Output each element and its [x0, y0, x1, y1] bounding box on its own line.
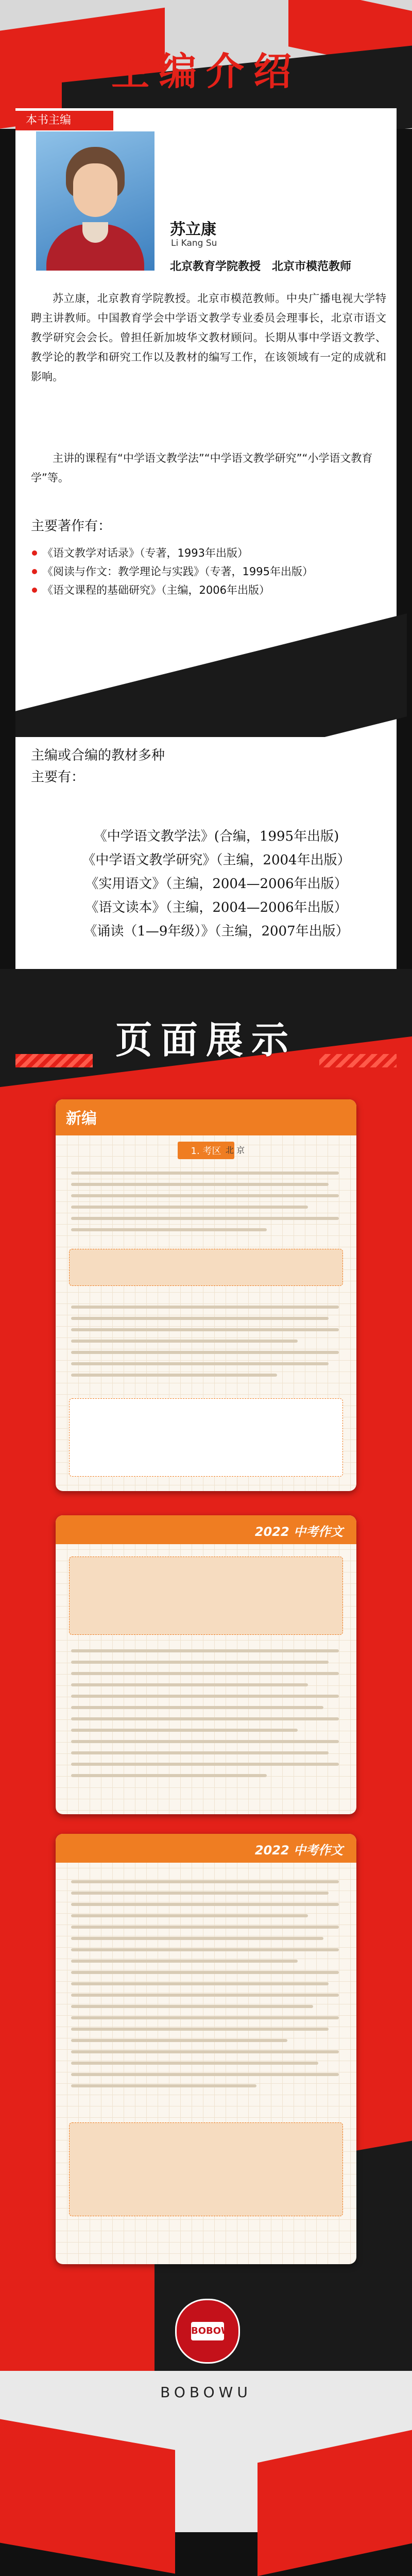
editor-photo [36, 131, 154, 271]
text-line [71, 1892, 329, 1895]
page-preview [56, 1515, 356, 1814]
text-line [71, 1960, 298, 1963]
list-item: 《语文教学对话录》（专著，1993年出版） [31, 544, 391, 562]
text-line [71, 1971, 339, 1974]
books-title: 主编或合编的教材多种 主要有： [31, 748, 165, 785]
books-list [41, 825, 391, 943]
page-header-bar [56, 1099, 356, 1135]
page-header-label: 2022 中考作文 [254, 1843, 343, 1858]
editor-title: 北京教育学院教授 北京市模范教师 [170, 260, 352, 273]
text-line [71, 1914, 308, 1917]
showcase-title: 页面展示 [115, 1018, 297, 1062]
text-line [71, 1217, 339, 1220]
text-line [71, 1948, 339, 1951]
page-exam-label: 北 京 [226, 1145, 245, 1155]
text-line [71, 1717, 339, 1720]
list-item: 《语文课程的基础研究》（主编，2006年出版） [31, 581, 391, 599]
brand-name: BOBOWU [160, 2384, 252, 2401]
text-line [71, 1374, 277, 1377]
page-title: 主编介绍 [111, 49, 301, 94]
page-header-label: 新编 [66, 1110, 97, 1128]
editor-tag: 本书主编 [15, 111, 113, 130]
list-item: 《中学语文教学法》(合编，1995年出版) [93, 829, 339, 844]
text-line [71, 2005, 313, 2008]
text-line [71, 1340, 298, 1343]
text-line [71, 1172, 339, 1175]
text-line [71, 2084, 256, 2087]
editor-bio: 苏立康，北京教育学院教授。北京市模范教师。中央广播电视大学特聘主讲教师。中国教育学会中学语文教学专业委员会理事长，北京市语文教学研究会会长。曾担任新加坡华文教材顾问。长期从事中学语文教学、教学论的教学和研究工作以及教材的编写工作，在该领域有一定的成就和影响。 [31, 292, 386, 383]
text-line [71, 1194, 339, 1197]
text-line [71, 1695, 339, 1698]
text-line [71, 2016, 339, 2019]
text-line [71, 1729, 298, 1732]
text-line [71, 1994, 339, 1997]
page-section-wrap [56, 1142, 356, 1159]
editor-name: 苏立康 [170, 221, 216, 239]
text-line [71, 1328, 339, 1331]
editor-pinyin: Li Kang Su [171, 238, 217, 248]
text-line [71, 1649, 339, 1652]
photo-face [73, 163, 117, 217]
list-item: 《实用语文》（主编，2004—2006年出版） [85, 876, 348, 892]
editor-courses: 主讲的课程有“中学语文教学法”“中学语文教学研究”“小学语文教育学”等。 [31, 452, 373, 484]
note-box [69, 1249, 343, 1286]
page-preview [56, 1834, 356, 2264]
list-item: 《阅读与作文：教学理论与实践》（专著，1995年出版） [31, 562, 391, 581]
text-line [71, 2028, 329, 2031]
text-line [71, 1672, 339, 1675]
text-line [71, 2039, 287, 2042]
footer-red-shape [258, 2423, 412, 2576]
text-line [71, 1937, 323, 1940]
text-line [71, 1206, 308, 1209]
text-line [71, 1740, 339, 1743]
text-line [71, 1774, 267, 1777]
text-line [71, 1351, 339, 1354]
text-line [71, 1880, 339, 1883]
list-item: 《中学语文教学研究》（主编，2004年出版） [82, 852, 351, 868]
works-list [31, 544, 391, 599]
text-line [71, 1751, 329, 1754]
text-line [71, 2050, 339, 2053]
text-line [71, 1683, 308, 1686]
list-item: 《语文读本》（主编，2004—2006年出版） [85, 900, 348, 915]
text-line [71, 1926, 339, 1929]
text-line [71, 1228, 267, 1231]
text-line [71, 1763, 339, 1766]
text-line [71, 1982, 329, 1985]
page-section-label: 1. 考区 [178, 1142, 235, 1159]
text-line [71, 1362, 329, 1365]
works-title: 主要著作有： [31, 518, 112, 534]
publisher-logo [175, 2299, 240, 2364]
text-line [71, 1661, 329, 1664]
footer-red-shape [0, 2415, 175, 2573]
page-header-label: 2022 中考作文 [254, 1525, 343, 1539]
list-item: 《诵读（1—9年级）》（主编，2007年出版） [83, 924, 349, 939]
content-box [69, 1398, 343, 1477]
text-line [71, 1903, 339, 1906]
text-line [71, 2062, 318, 2065]
text-line [71, 1306, 339, 1309]
text-line [71, 1706, 323, 1709]
note-box [69, 1557, 343, 1635]
text-line [71, 1183, 329, 1186]
text-line [71, 1317, 329, 1320]
text-line [71, 2073, 339, 2076]
note-box [69, 2122, 343, 2216]
logo-mark: BOBOWU [191, 2322, 224, 2340]
page-preview [56, 1099, 356, 1491]
